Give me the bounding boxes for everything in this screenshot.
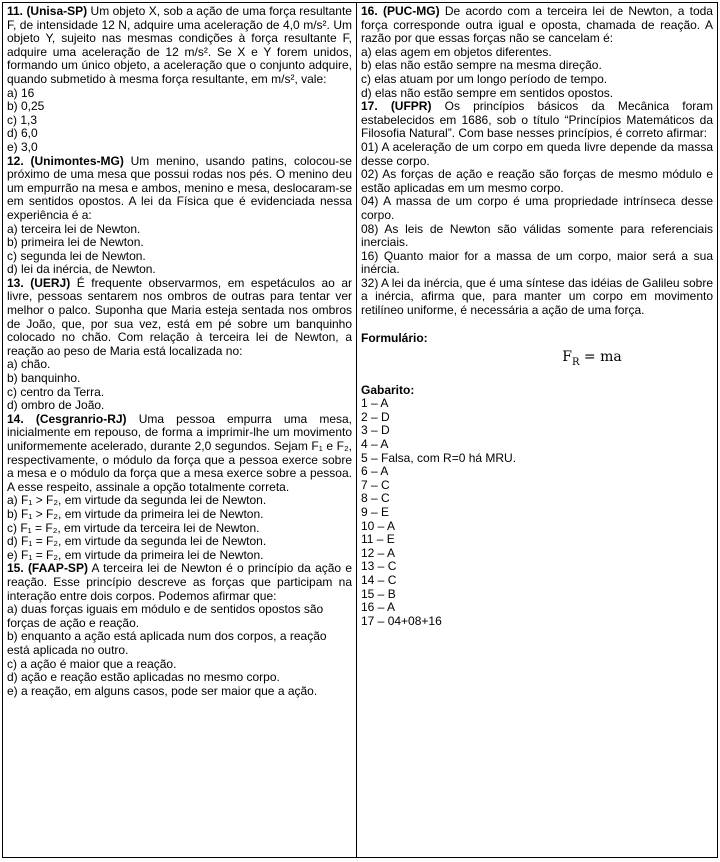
question-number: 12. [7, 153, 24, 168]
question-number: 16. [361, 4, 378, 18]
right-column [357, 3, 717, 857]
question-13 [7, 277, 352, 413]
question-17 [361, 100, 713, 318]
option: c) segunda lei de Newton. [7, 248, 146, 263]
question-source: (FAAP-SP) [27, 561, 88, 576]
question-source: (UFPR) [390, 99, 432, 114]
question-number: 15. [7, 561, 24, 576]
answer-key-item: 6 – A [361, 464, 389, 479]
option: 01) A aceleração de um corpo em queda livre depende da massa desse corpo. [361, 139, 713, 168]
answer-key-item: 2 – D [361, 409, 390, 424]
option: c) F₁ = F₂, em virtude da terceira lei de Newton. [7, 520, 260, 535]
option: e) a reação, em alguns casos, pode ser maior que a ação. [7, 683, 318, 698]
question-number: 13. [7, 275, 24, 290]
answer-key-item: 15 – B [361, 586, 396, 601]
answer-key-item: 1 – A [361, 396, 389, 411]
option: a) terceira lei de Newton. [7, 221, 141, 236]
question-12 [7, 155, 352, 277]
option: 16) Quanto maior for a massa de um corpo, maior será a sua inércia. [361, 248, 713, 277]
option: d) F₁ = F₂, em virtude da segunda lei de Newton. [7, 534, 267, 549]
option: c) 1,3 [7, 112, 38, 127]
option: a) 16 [7, 85, 35, 100]
answer-key-item: 7 – C [361, 477, 390, 492]
question-text: Um objeto X, sob a ação de uma força resultante F, de intensidade 12 N, adquire uma aceleração de 4,0 m/s². Um objeto Y, sujeito nas mesmas condições à força resultante F, adquire uma aceleração de 12 m/s². Se X e Y forem unidos, formando um único objeto, a aceleração que o conjunto adquire, quando submetido à mesma força resultante, em m/s², vale: [7, 4, 352, 86]
answer-key-item: 16 – A [361, 600, 396, 615]
question-text: De acordo com a terceira lei de Newton, a toda força corresponde outra igual e oposta, chamada de reação. A razão por que essas forças não se cancelam é: [361, 4, 713, 46]
question-text: Uma pessoa empurra uma mesa, inicialmente em repouso, de forma a imprimir-lhe um movimento uniformemente acelerado, durante 2,0 segundos. Sejam F₁ e F₂, respectivamente, o módulo da força que a pessoa exerce sobre a mesa e o módulo da força que a mesa exerce sobre a pessoa. A esse respeito, assinale a opção totalmente correta. [7, 411, 352, 494]
option: d) lei da inércia, de Newton. [7, 262, 156, 277]
answer-key-item: 11 – E [361, 532, 395, 547]
option: b) primeira lei de Newton. [7, 235, 144, 250]
option: 32) A lei da inércia, que é uma síntese das idéias de Galileu sobre a inércia, afirma que, para manter um corpo em movimento retilíneo uniforme, é necessária a ação de uma força. [361, 275, 713, 318]
question-source: (PUC-MG) [382, 4, 440, 18]
option: d) ombro de João. [7, 398, 105, 413]
answer-key-item: 8 – C [361, 491, 390, 506]
question-text: Um menino, usando patins, colocou-se próximo de uma mesa que possui rodas nos pés. O menino deu um empurrão na mesa e ambos, menino e mesa, deslocaram-se em sentidos opostos. A lei da Física que é evidenciada nessa experiência é a: [7, 153, 352, 222]
answer-key-list [361, 397, 713, 628]
answer-key-item: 3 – D [361, 423, 390, 438]
question-text: É frequente observarmos, em espetáculos ao ar livre, pessoas sentarem nos ombros de outras para tentar ver melhor o palco. Suponha que Maria esteja sentada nos ombros de João, que, por sua vez, está em pé sobre um banquinho colocado no chão. Com relação à terceira lei de Newton, a reação ao peso de Maria está localizada no: [7, 275, 353, 358]
option: a) F₁ > F₂, em virtude da segunda lei de Newton. [7, 493, 267, 508]
answer-key-item: 13 – C [361, 559, 397, 574]
answer-key-item: 12 – A [361, 545, 396, 560]
answer-key-item: 17 – 04+08+16 [361, 613, 442, 628]
gabarito-heading: Gabarito: [361, 382, 415, 397]
option: b) 0,25 [7, 99, 45, 114]
answer-key-item: 10 – A [361, 518, 396, 533]
option: 02) As forças de ação e reação são forças de mesmo módulo e estão aplicadas em um mesmo corpo. [361, 167, 713, 195]
question-15 [7, 562, 352, 698]
option: a) duas forças iguais em módulo e de sentidos opostos são forças de ação e reação. [7, 602, 324, 630]
question-source: (Unimontes-MG) [30, 153, 124, 168]
option: 08) As leis de Newton são válidas somente para referenciais inerciais. [361, 221, 713, 250]
option: b) banquinho. [7, 371, 81, 386]
question-number: 17. [361, 99, 378, 114]
option: d) 6,0 [7, 126, 38, 141]
option: e) 3,0 [7, 139, 38, 154]
option: a) elas agem em objetos diferentes. [361, 44, 552, 59]
option: d) elas não estão sempre em sentidos opostos. [361, 85, 614, 100]
question-number: 11. [7, 4, 24, 18]
answer-key-item: 9 – E [361, 504, 390, 519]
document-page [2, 2, 718, 858]
question-text: Os princípios básicos da Mecânica foram estabelecidos em 1686, sob o título “Princípios Matemáticos da Filosofia Natural”. Com base nesses princípios, é correto afirmar: [361, 99, 713, 141]
question-source: (Cesgranrio-RJ) [35, 411, 127, 426]
option: d) ação e reação estão aplicadas no mesmo corpo. [7, 670, 280, 685]
option: b) elas não estão sempre na mesma direção. [361, 58, 602, 73]
question-11 [7, 5, 352, 155]
option: c) centro da Terra. [7, 384, 105, 399]
option: e) F₁ = F₂, em virtude da primeira lei de Newton. [7, 547, 264, 562]
question-source: (UERJ) [30, 275, 71, 290]
formula-lhs: F [562, 349, 572, 366]
question-number: 14. [7, 411, 24, 426]
left-column [3, 3, 357, 857]
option: b) F₁ > F₂, em virtude da primeira lei de Newton. [7, 506, 264, 521]
question-16 [361, 5, 713, 100]
question-source: (Unisa-SP) [26, 4, 88, 18]
question-14 [7, 413, 352, 563]
question-text: A terceira lei de Newton é o princípio da ação e reação. Esse princípio descreve as forças que participam na interação entre dois corpos. Podemos afirmar que: [7, 561, 353, 603]
option: a) chão. [7, 357, 51, 372]
formula [361, 351, 713, 369]
option: c) a ação é maior que a reação. [7, 656, 177, 671]
answer-key-item: 4 – A [361, 437, 389, 452]
option: 04) A massa de um corpo é uma propriedade intrínseca desse corpo. [361, 194, 713, 222]
option: c) elas atuam por um longo período de tempo. [361, 71, 608, 86]
option: b) enquanto a ação está aplicada num dos corpos, a reação está aplicada no outro. [7, 629, 327, 657]
formulario-heading: Formulário: [361, 330, 428, 345]
answer-key-item: 14 – C [361, 572, 397, 587]
formula-subscript: R [571, 357, 580, 369]
formula-rhs: = ma [579, 349, 622, 366]
answer-key-item: 5 – Falsa, com R=0 há MRU. [361, 450, 517, 465]
